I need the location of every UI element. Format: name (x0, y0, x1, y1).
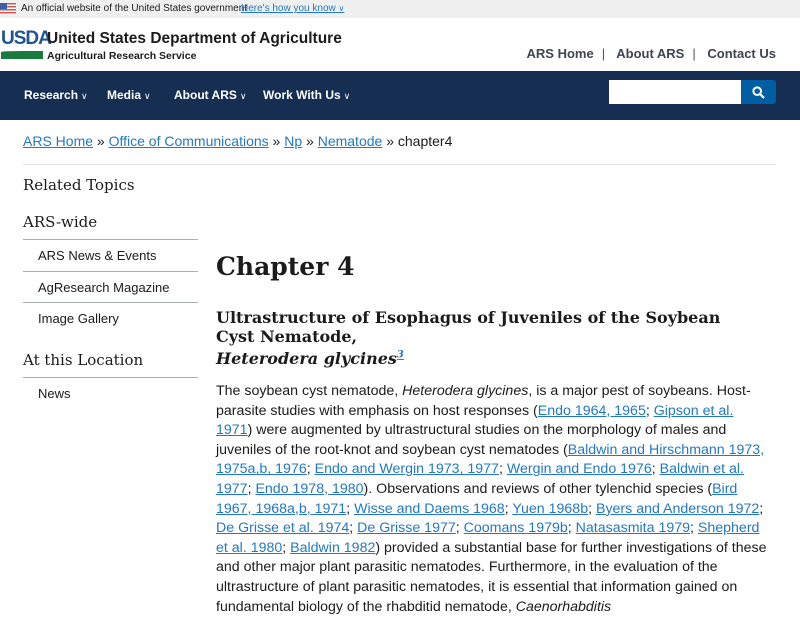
citation-link[interactable]: Wergin and Endo 1976 (506, 461, 652, 478)
chapter-subtitle: Ultrastructure of Esophagus of Juveniles of the Soybean Cyst Nematode, Heterodera glycines$^3$ (216, 308, 721, 369)
citation-link[interactable]: Natasasmita 1979 (575, 520, 691, 537)
citation-link[interactable]: Coomans 1979b (463, 520, 568, 537)
citation-link[interactable]: Endo 1964, 1965 (537, 402, 646, 419)
nav-research[interactable]: Research ∨ (24, 88, 88, 102)
paragraph-text: ; (306, 461, 315, 478)
nav-media[interactable]: Media ∨ (107, 88, 151, 102)
gov-banner (0, 0, 800, 18)
paragraph-text: ; (455, 520, 464, 537)
citation-link[interactable]: De Grisse 1977 (357, 520, 456, 537)
citation-link[interactable]: Baldwin 1982 (290, 539, 376, 556)
divider (23, 164, 776, 165)
utility-nav: ARS Home | About ARS | Contact Us (526, 46, 776, 61)
util-link-contact-us[interactable]: Contact Us (707, 46, 776, 61)
search-input[interactable] (609, 80, 741, 104)
gov-banner-text: An official website of the United States government (21, 3, 248, 14)
chevron-down-icon: ∨ (343, 91, 351, 101)
sidebar-item-image-gallery[interactable]: Image Gallery (23, 302, 198, 334)
citation-link[interactable]: Shepherd et al. 1980 (216, 520, 760, 556)
breadcrumb-current: chapter4 (397, 133, 453, 149)
citation-link[interactable]: Gipson et al. 1971 (216, 402, 734, 439)
chevron-down-icon: ∨ (144, 91, 151, 101)
breadcrumb-nematode[interactable]: Nematode (317, 133, 383, 149)
page-title: Chapter 4 (216, 252, 355, 281)
paragraph-text: ). Observations and reviews of other tylenchid species ( (363, 480, 713, 497)
paragraph-text: ) provided a substantial base for further investigations of these and other major plant parasitic nematodes. Furthermore, in the evaluation of the ultrastructure of plant parasitic nematodes, it is essential that information gained on fundamental biology of the rhabditid nematode, (216, 539, 767, 615)
citation-link[interactable]: Bird 1967, 1968a,b, 1971 (216, 480, 738, 517)
paragraph-text: ; (504, 500, 513, 517)
species-name: Heterodera glycines (402, 383, 529, 399)
citation-link[interactable]: Baldwin and Hirschmann 1973, 1975a,b, 1976 (216, 441, 765, 478)
paragraph-text: ; (759, 500, 764, 517)
chevron-down-icon: ∨ (81, 91, 88, 101)
citation-link[interactable]: Byers and Anderson 1972 (595, 500, 760, 517)
paragraph-text: , is a major pest of soybeans. Host-parasite studies with emphasis on host responses ( (216, 383, 751, 419)
paragraph-text: ; (346, 500, 355, 517)
paragraph-text: The soybean cyst nematode, (216, 383, 403, 399)
paragraph-text: ) were augmented by ultrastructural studies on the morphology of males and juveniles of the root-knot and soybean cyst nematodes ( (216, 422, 727, 458)
util-link-about-ars[interactable]: About ARS (616, 46, 685, 61)
paragraph-text: ; (645, 402, 654, 419)
search-button[interactable] (741, 80, 776, 104)
sidebar-item-agresearch-magazine[interactable]: AgResearch Magazine (23, 271, 198, 303)
citation-link[interactable]: Wisse and Daems 1968 (354, 500, 505, 517)
paragraph-text: ; (690, 520, 698, 537)
sidebar-section-title: At this Location (23, 351, 144, 369)
citation-link[interactable]: Endo 1978, 1980 (255, 480, 364, 497)
nav-about-ars[interactable]: About ARS ∨ (174, 88, 247, 102)
citation-link[interactable]: Baldwin et al. 1977 (216, 461, 744, 497)
site-title[interactable]: United States Department of Agriculture (47, 30, 342, 47)
sidebar-item-news[interactable]: News (23, 377, 198, 409)
paragraph-text: ; (282, 539, 291, 556)
paragraph-text: ; (567, 520, 576, 537)
breadcrumb-np[interactable]: Np (284, 133, 303, 149)
sidebar-item-ars-news-events[interactable]: ARS News & Events (23, 239, 198, 271)
util-link-ars-home[interactable]: ARS Home (526, 46, 594, 61)
citation-link[interactable]: Yuen 1968b (512, 500, 589, 517)
paragraph-text: ; (651, 461, 660, 478)
footnote-link[interactable]: 3 (396, 350, 404, 361)
sidebar-heading: Related Topics (23, 176, 135, 194)
paragraph-text: ; (498, 461, 507, 478)
citation-link[interactable]: Endo and Wergin 1973, 1977 (314, 461, 499, 478)
site-subtitle: Agricultural Research Service (47, 50, 197, 62)
paragraph-text: ; (349, 520, 358, 537)
site-header (0, 18, 800, 71)
chevron-down-icon: ∨ (239, 91, 247, 101)
citation-link[interactable]: De Grisse et al. 1974 (216, 520, 350, 537)
paragraph-text: ; (247, 480, 256, 497)
paragraph-text: ; (588, 500, 596, 517)
us-flag-icon (0, 3, 16, 14)
breadcrumb-ars-home[interactable]: ARS Home (23, 133, 94, 149)
usda-logo[interactable]: USDA (1, 29, 43, 59)
sidebar-section-title: ARS-wide (23, 213, 98, 231)
how-you-know-link[interactable]: Here's how you know ∨ (241, 3, 345, 14)
breadcrumb-office-of-communications[interactable]: Office of Communications (108, 133, 269, 149)
breadcrumb: ARS Home » Office of Communications » Np » Nematode » chapter4 (23, 133, 453, 149)
body-paragraph (216, 382, 772, 617)
species-name: Caenorhabditis (515, 598, 612, 615)
nav-work-with-us[interactable]: Work With Us ∨ (263, 88, 351, 102)
search-icon (752, 86, 765, 99)
